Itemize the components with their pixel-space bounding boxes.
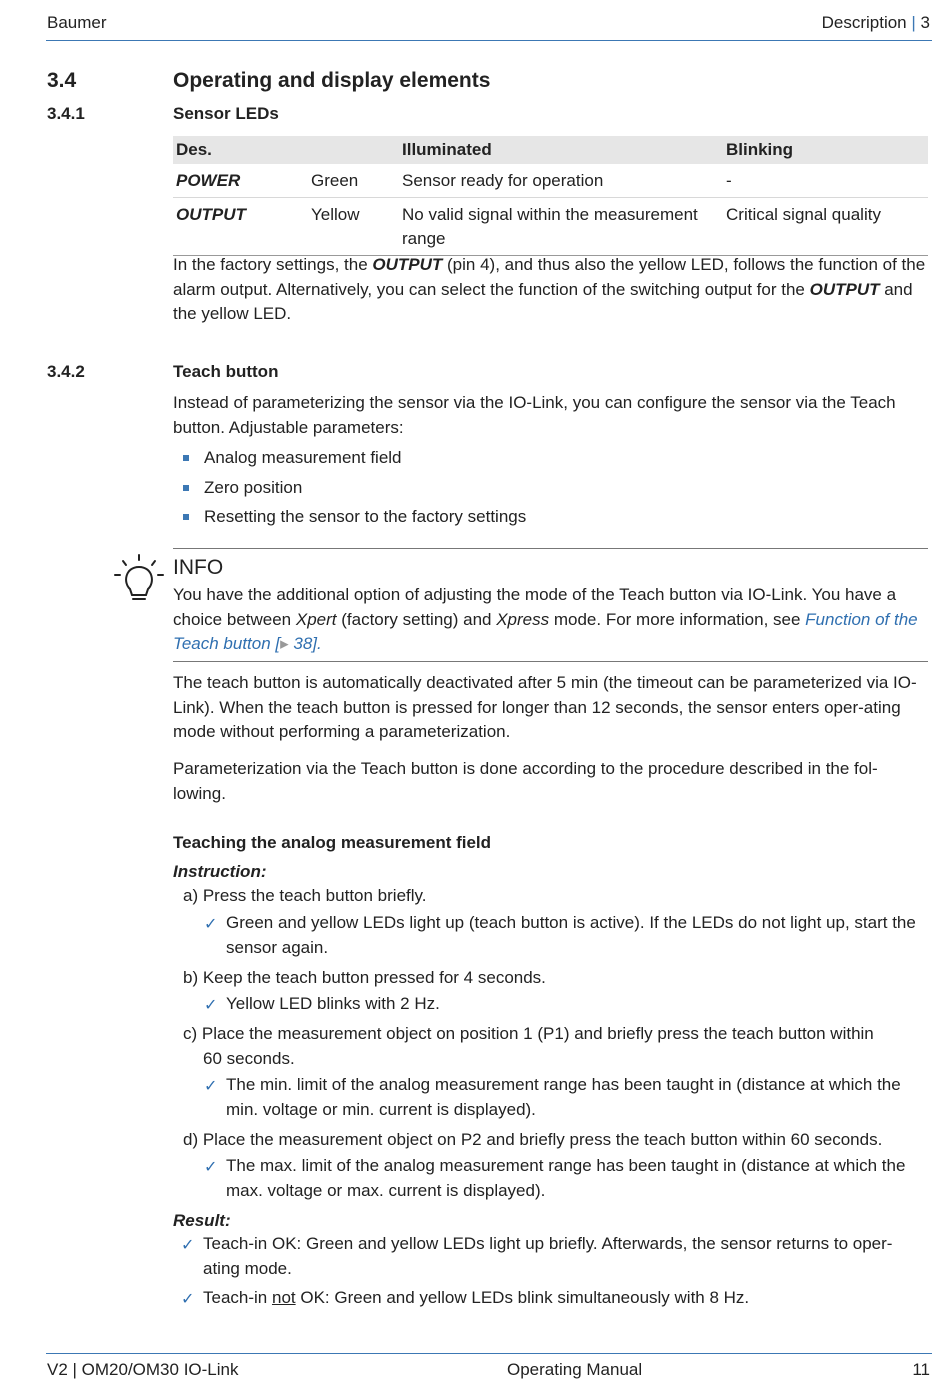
link-text[interactable]: Function of the Teach button [	[173, 609, 918, 653]
section-number-3-4: 3.4	[47, 69, 77, 92]
led-des: POWER	[173, 164, 308, 198]
step-b-result: Yellow LED blinks with 2 Hz.	[226, 994, 440, 1013]
info-rule-bottom	[173, 661, 928, 662]
instruction-label: Instruction:	[173, 862, 267, 881]
page-arrow-icon[interactable]: ▸	[280, 634, 289, 653]
step-b: b) Keep the teach button pressed for 4 seconds.	[183, 968, 546, 987]
bullet-square-icon	[183, 514, 189, 520]
text-run: .	[317, 634, 322, 653]
check-icon: ✓	[204, 1159, 218, 1176]
step-a-result: Green and yellow LEDs light up (teach button is active). If the LEDs do not light up, start the sensor again.	[226, 913, 916, 957]
bullet-square-icon	[183, 455, 189, 461]
not-emphasis: not	[271, 1288, 296, 1307]
teach-parameter-list	[183, 446, 526, 535]
list-item-text: Resetting the sensor to the factory settings	[204, 507, 527, 526]
col-header-illuminated: Illuminated	[399, 136, 723, 164]
led-illuminated: No valid signal within the measurement range	[399, 198, 723, 256]
lightbulb-icon	[113, 553, 165, 605]
footer-rule	[46, 1353, 932, 1354]
section-number-3-4-1: 3.4.1	[47, 104, 85, 123]
header-section	[822, 13, 930, 33]
link-page[interactable]: 38]	[288, 634, 318, 653]
step-d: d) Place the measurement object on P2 and briefly press the teach button within 60 seconds.	[183, 1130, 883, 1149]
bullet-square-icon	[183, 485, 189, 491]
text-run: mode. For more information, see	[549, 609, 806, 629]
info-text	[173, 583, 928, 657]
header-brand: Baumer	[47, 13, 107, 32]
col-header-des: Des.	[173, 136, 308, 164]
procedure-paragraph: Parameterization via the Teach button is done according to the procedure described in the fol-lowing.	[173, 759, 878, 803]
section-title-3-4-2: Teach button	[173, 362, 279, 381]
step-a: a) Press the teach button briefly.	[183, 886, 427, 905]
timeout-paragraph: The teach button is automatically deactivated after 5 min (the timeout can be parameterized via IO-Link). When the teach button is pressed for longer than 12 seconds, the sensor enters oper-ating mode without performing a parameterization.	[173, 673, 917, 741]
list-item-text: Zero position	[204, 477, 303, 497]
text-run: (pin 4), and thus also the yellow LED, follows the function of the alarm output. Alternatively, you can select the function of the switching output for the	[173, 255, 926, 299]
xpress-term: Xpress	[496, 609, 550, 629]
result-ok: Teach-in OK: Green and yellow LEDs light up briefly. Afterwards, the sensor returns to oper-ating mode.	[203, 1234, 893, 1278]
footer-version: V2 | OM20/OM30 IO-Link	[47, 1360, 239, 1379]
check-icon: ✓	[204, 997, 218, 1014]
text-run: In the factory settings, the	[173, 255, 373, 274]
output-term: OUTPUT	[809, 279, 880, 299]
list-item	[183, 505, 526, 535]
header-chapter-number: 3	[920, 13, 930, 32]
led-color: Yellow	[308, 198, 399, 256]
step-c	[183, 1022, 874, 1071]
text-run: You have the additional option of adjusting the mode of the Teach button via IO-Link. You have a choice between	[173, 585, 897, 629]
section-number-3-4-2: 3.4.2	[47, 362, 85, 381]
table-row	[173, 164, 928, 198]
info-rule-top	[173, 548, 928, 549]
info-title: INFO	[173, 556, 224, 579]
factory-settings-paragraph	[173, 253, 928, 327]
list-item-text: Analog measurement field	[204, 448, 402, 467]
led-table	[173, 136, 928, 256]
led-des: OUTPUT	[173, 198, 308, 256]
output-term: OUTPUT	[372, 255, 443, 274]
result-label: Result:	[173, 1211, 231, 1230]
step-c-line2: 60 seconds.	[203, 1048, 295, 1068]
header-rule	[46, 40, 932, 41]
header-separator: |	[911, 13, 916, 32]
led-illuminated: Sensor ready for operation	[399, 164, 723, 198]
section-title-3-4: Operating and display elements	[173, 69, 491, 92]
list-item	[183, 476, 526, 506]
step-c-line1: c) Place the measurement object on position 1 (P1) and briefly press the teach button within	[183, 1024, 874, 1043]
result-not-ok	[203, 1286, 929, 1311]
text-run: OK: Green and yellow LEDs blink simultaneously with 8 Hz.	[295, 1288, 750, 1307]
led-table-header	[173, 136, 928, 164]
check-icon: ✓	[181, 1291, 195, 1308]
list-item	[183, 446, 526, 476]
text-run: Teach-in	[203, 1288, 272, 1307]
text-run: (factory setting) and	[336, 609, 497, 629]
check-icon: ✓	[204, 916, 218, 933]
footer-doc-type: Operating Manual	[507, 1360, 643, 1379]
check-icon: ✓	[204, 1078, 218, 1095]
header-section-title: Description	[821, 13, 907, 32]
check-icon: ✓	[181, 1237, 195, 1254]
page-number: 11	[912, 1360, 930, 1379]
teaching-title: Teaching the analog measurement field	[173, 833, 492, 852]
led-color: Green	[308, 164, 399, 198]
col-header-blinking: Blinking	[723, 136, 928, 164]
led-blinking: Critical signal quality	[723, 198, 928, 256]
teach-intro-paragraph: Instead of parameterizing the sensor via the IO-Link, you can configure the sensor via the Teach button. Adjustable parameters:	[173, 393, 896, 437]
step-c-result: The min. limit of the analog measurement range has been taught in (distance at which the min. voltage or min. current is displayed).	[226, 1075, 901, 1119]
led-blinking: -	[723, 164, 928, 198]
xpert-term: Xpert	[295, 609, 337, 629]
section-title-3-4-1: Sensor LEDs	[173, 104, 279, 123]
table-row	[173, 198, 928, 256]
step-d-result: The max. limit of the analog measurement range has been taught in (distance at which the max. voltage or max. current is displayed).	[226, 1156, 906, 1200]
text-run: and the yellow LED.	[173, 279, 913, 323]
col-header-color	[308, 136, 399, 164]
